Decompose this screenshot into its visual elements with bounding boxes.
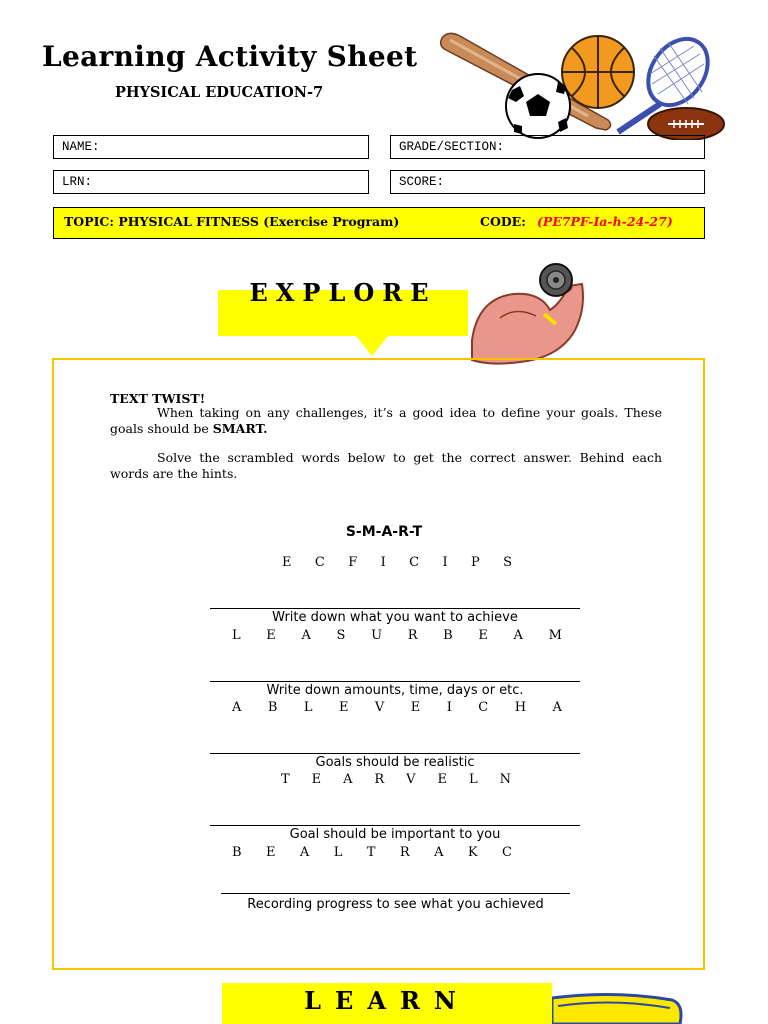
code-value: (PE7PF-Ia-h-24-27): [537, 214, 673, 229]
instruction-text-1: When taking on any challenges, it’s a good idea to define your goals. These goals should be: [110, 405, 662, 436]
answer-line-1[interactable]: [210, 608, 580, 609]
scrambled-letter: C: [478, 700, 489, 715]
smart-acronym: S-M-A-R-T: [345, 524, 423, 540]
smart-keyword: SMART.: [212, 421, 268, 436]
scrambled-letter: T: [366, 845, 376, 860]
sports-equipment-icon: [438, 28, 730, 140]
hint-5: Recording progress to see what you achieved: [247, 897, 544, 912]
scrambled-word-4: [281, 772, 511, 787]
scrambled-letter: R: [407, 628, 418, 643]
scrambled-letter: E: [311, 772, 322, 787]
scrambled-letter: T: [281, 772, 290, 787]
scrambled-letter: A: [301, 628, 311, 643]
score-field[interactable]: SCORE:: [390, 170, 705, 194]
scrambled-letter: U: [371, 628, 383, 643]
answer-line-3[interactable]: [210, 753, 580, 754]
scrambled-word-3: [232, 700, 562, 715]
scrambled-letter: E: [282, 555, 292, 570]
scrambled-letter: E: [266, 628, 276, 643]
scrambled-letter: C: [409, 555, 420, 570]
scrambled-letter: E: [410, 700, 421, 715]
lrn-field[interactable]: LRN:: [53, 170, 369, 194]
flexed-arm-dumbbell-icon: [470, 262, 592, 372]
hint-4: Goal should be important to you: [289, 827, 501, 842]
hint-2: Write down amounts, time, days or etc.: [266, 683, 524, 698]
activity-heading: TEXT TWIST!: [110, 391, 206, 406]
answer-line-4[interactable]: [210, 825, 580, 826]
name-field[interactable]: NAME:: [53, 135, 369, 159]
scrambled-letter: M: [548, 628, 562, 643]
scrambled-letter: I: [442, 555, 448, 570]
scrambled-letter: P: [470, 555, 480, 570]
topic-text: TOPIC: PHYSICAL FITNESS (Exercise Program): [64, 214, 400, 229]
grade-section-field[interactable]: GRADE/SECTION:: [390, 135, 705, 159]
scrambled-letter: L: [232, 628, 241, 643]
scrambled-word-2: [232, 628, 562, 643]
scrambled-letter: F: [348, 555, 358, 570]
scrambled-letter: I: [380, 555, 386, 570]
scrambled-letter: A: [299, 845, 310, 860]
scrambled-letter: S: [336, 628, 346, 643]
hint-3: Goals should be realistic: [315, 755, 475, 770]
scrambled-letter: E: [338, 700, 349, 715]
scrambled-letter: E: [478, 628, 488, 643]
explore-arrow-icon: [356, 336, 388, 356]
scrambled-letter: S: [503, 555, 512, 570]
explore-heading: EXPLORE: [249, 278, 437, 307]
scrambled-letter: V: [406, 772, 416, 787]
scrambled-letter: V: [374, 700, 385, 715]
scrambled-word-1: [282, 555, 512, 570]
scrambled-letter: E: [265, 845, 276, 860]
scrambled-letter: C: [314, 555, 325, 570]
answer-line-5[interactable]: [221, 893, 570, 894]
instruction-paragraph-1: [110, 405, 662, 437]
code-label: CODE:: [480, 214, 526, 229]
scrambled-letter: A: [343, 772, 353, 787]
page-subtitle: PHYSICAL EDUCATION-7: [115, 84, 324, 101]
scrambled-letter: A: [232, 700, 242, 715]
scrambled-letter: L: [468, 772, 478, 787]
instruction-text-2: Solve the scrambled words below to get the correct answer. Behind each words are the hints.: [110, 450, 662, 481]
scrambled-letter: H: [514, 700, 527, 715]
scrambled-letter: R: [399, 845, 410, 860]
scrambled-letter: C: [502, 845, 512, 860]
scrambled-letter: B: [267, 700, 278, 715]
scrambled-letter: B: [232, 845, 242, 860]
scrambled-letter: E: [437, 772, 448, 787]
scrambled-letter: A: [552, 700, 562, 715]
scrambled-letter: K: [467, 845, 478, 860]
scrambled-letter: N: [499, 772, 511, 787]
page-title: Learning Activity Sheet: [42, 40, 418, 73]
answer-line-2[interactable]: [210, 681, 580, 682]
scrambled-letter: A: [513, 628, 523, 643]
instruction-paragraph-2: [110, 450, 662, 482]
hint-1: Write down what you want to achieve: [272, 610, 518, 625]
scrambled-letter: A: [434, 845, 444, 860]
learn-heading: LEARN: [304, 986, 470, 1015]
scrambled-letter: I: [446, 700, 452, 715]
scroll-banner-icon: [552, 990, 687, 1024]
topic-bar: [53, 207, 705, 239]
scrambled-word-5: [232, 845, 512, 860]
scrambled-letter: L: [303, 700, 313, 715]
scrambled-letter: L: [333, 845, 343, 860]
scrambled-letter: B: [443, 628, 453, 643]
scrambled-letter: R: [374, 772, 385, 787]
